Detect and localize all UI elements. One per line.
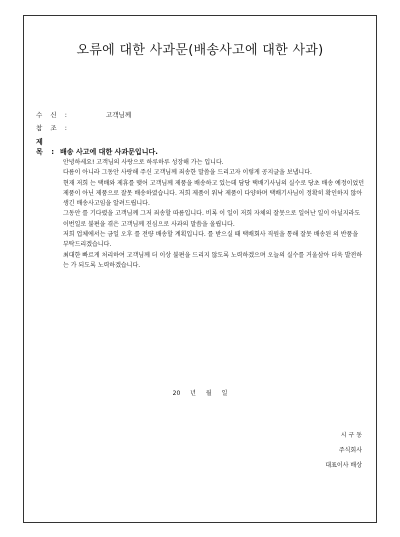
paragraph: 안녕하세요! 고객님의 사랑으로 하루하루 성장해 가는 입니다. xyxy=(63,159,224,166)
paragraph: 현재 저희 는 택배와 제휴를 맺어 고객님께 제품을 배송하고 있는데 담당 택배기사님의 실수로 당초 배송 예정이었던 제품이 아닌 제품으로 잘못 배송하였습니다. 저희 제품이 워낙 제품이 다양하며 택배기사님이 정확히 확인하지 않아 생긴 배송사고임을 알려드립니다. xyxy=(63,179,365,208)
subject-line xyxy=(36,137,158,157)
reference-line xyxy=(36,123,106,132)
paragraph: 그동안 를 기다렸을 고객님께 그저 죄송할 따름입니다. 비록 이 일이 저희 자체의 잘못으로 일어난 일이 아닐지라도 이번일로 불편을 겪은 고객님께 진심으로 사과의 말씀을 올립니다. xyxy=(63,210,361,228)
reference-label: 참 조 : xyxy=(36,124,70,132)
letter-body xyxy=(63,158,365,271)
recipient-value: 고객님께 xyxy=(106,111,132,119)
sign-address: 시 구 동 xyxy=(340,432,362,439)
document-title: 오류에 대한 사과문(배송사고에 대한 사과) xyxy=(76,43,324,58)
sign-ceo: 대표이사 배상 xyxy=(325,462,362,469)
recipient-label: 수 신 : xyxy=(36,111,70,119)
paragraph: 저희 업체에서는 금일 오후 를 전량 배송할 계획입니다. 를 받으실 때 택배회사 직원을 통해 잘못 배송된 의 반품을 부탁드리겠습니다. xyxy=(63,231,359,249)
sign-company: 주식회사 xyxy=(338,447,362,454)
subject-value: 배송 사고에 대한 사과문입니다. xyxy=(60,148,158,156)
subject-label: 제 목 : xyxy=(36,138,57,156)
document-page xyxy=(23,15,377,523)
letter-date: 20 년 월 일 xyxy=(172,390,228,397)
paragraph: 다름이 아니라 그동안 사랑해 주신 고객님께 죄송한 말씀을 드리고자 이렇게 공지글을 보냅니다. xyxy=(63,169,312,177)
paragraph: 최대한 빠르게 처리하여 고객님께 더 이상 불편을 드리지 않도록 노력하겠으며 오늘의 실수를 거울삼아 더욱 발전하는 가 되도록 노력하겠습니다. xyxy=(63,251,363,269)
recipient-line xyxy=(36,110,131,119)
